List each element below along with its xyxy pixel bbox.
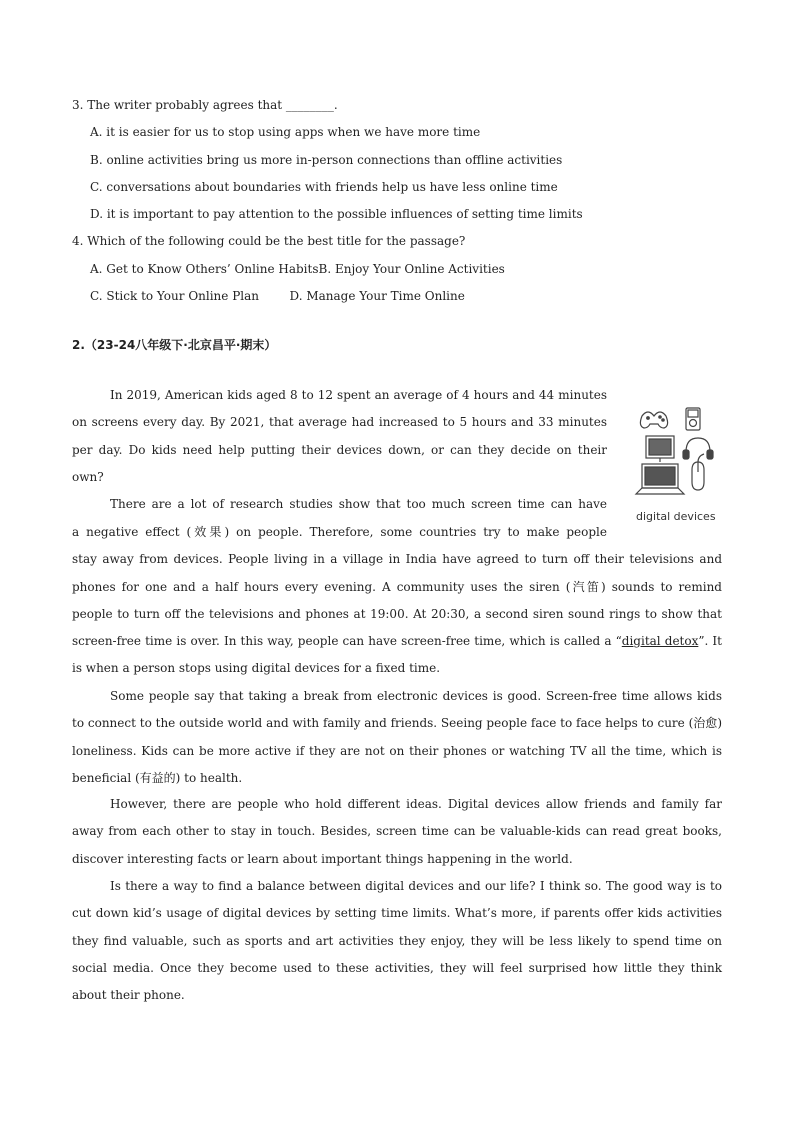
question-3-option-c: C. conversations about boundaries with friends help us have less online time — [90, 180, 558, 194]
paragraph-4: However, there are people who hold different ideas. Digital devices allow friends and family far away from each other to stay in touch. Besides, screen time can be valuable-kids can read great books, discover interesting facts or learn about important things happening in the world. — [72, 797, 722, 866]
paragraph-3: Some people say that taking a break from electronic devices is good. Screen-free time allows kids to connect to the outside world and with family and friends. Seeing people face to face helps to cure (治愈) loneliness. Kids can be more active if they are not on their phones or watching TV all the time, which is beneficial (有益的) to health. — [72, 689, 722, 785]
question-3-stem: 3. The writer probably agrees that ________. — [72, 98, 338, 112]
digital-devices-icon — [628, 400, 720, 510]
paragraph-2 — [72, 519, 722, 683]
question-4-stem: 4. Which of the following could be the best title for the passage? — [72, 234, 466, 248]
paragraph-1-line: In 2019, American kids aged 8 to 12 spent an average of 4 hours and 44 minutes — [110, 388, 607, 402]
paragraph-5: Is there a way to find a balance between digital devices and our life? I think so. The good way is to cut down kid’s usage of digital devices by setting time limits. What’s more, if parents offer kids activities they find valuable, such as sports and art activities they enjoy, they will be less likely to spend time on social media. Once they become used to these activities, they will feel surprised how little they think about their phone. — [72, 879, 722, 1003]
question-3-option-a: A. it is easier for us to stop using apps when we have more time — [90, 125, 481, 139]
digital-devices-illustration — [628, 400, 720, 528]
question-3-option-d: D. it is important to pay attention to the possible influences of setting time limits — [90, 207, 583, 221]
question-4-options-ab: A. Get to Know Others’ Online HabitsB. Enjoy Your Online Activities — [90, 262, 505, 276]
figure-caption: digital devices — [636, 510, 716, 523]
paragraph-2-body: stay away from devices. People living in a village in India have agreed to turn off their televisions and phones for one and a half hours every evening. A community uses the siren (汽笛) sounds to remind people to turn off the televisions and phones at 19:00. At 20:30, a second siren sound rings to show that screen-free time is over. In this way, people can have screen-free time, which is called a “digital detox”. It is when a person stops using digital devices for a fixed time. — [72, 552, 722, 676]
paragraph-1 — [72, 382, 607, 518]
paragraph-1-line: own? — [72, 469, 104, 484]
section-title: 2.（23-24八年级下·北京昌平·期末） — [72, 338, 277, 352]
question-4-options-cd: C. Stick to Your Online Plan D. Manage Your Time Online — [90, 289, 465, 303]
digital-detox-term: digital detox — [621, 634, 699, 649]
paragraph-2-line: a negative effect (效果) on people. Therefore, some countries try to make people — [72, 525, 607, 539]
paragraph-1-line: per day. Do kids need help putting their devices down, or can they decide on their — [72, 442, 607, 457]
question-3-option-b: B. online activities bring us more in-person connections than offline activities — [90, 153, 563, 167]
paragraph-1-line: on screens every day. By 2021, that average had increased to 5 hours and 33 minutes — [72, 415, 607, 430]
paragraph-2-line: There are a lot of research studies show that too much screen time can have — [110, 497, 607, 512]
